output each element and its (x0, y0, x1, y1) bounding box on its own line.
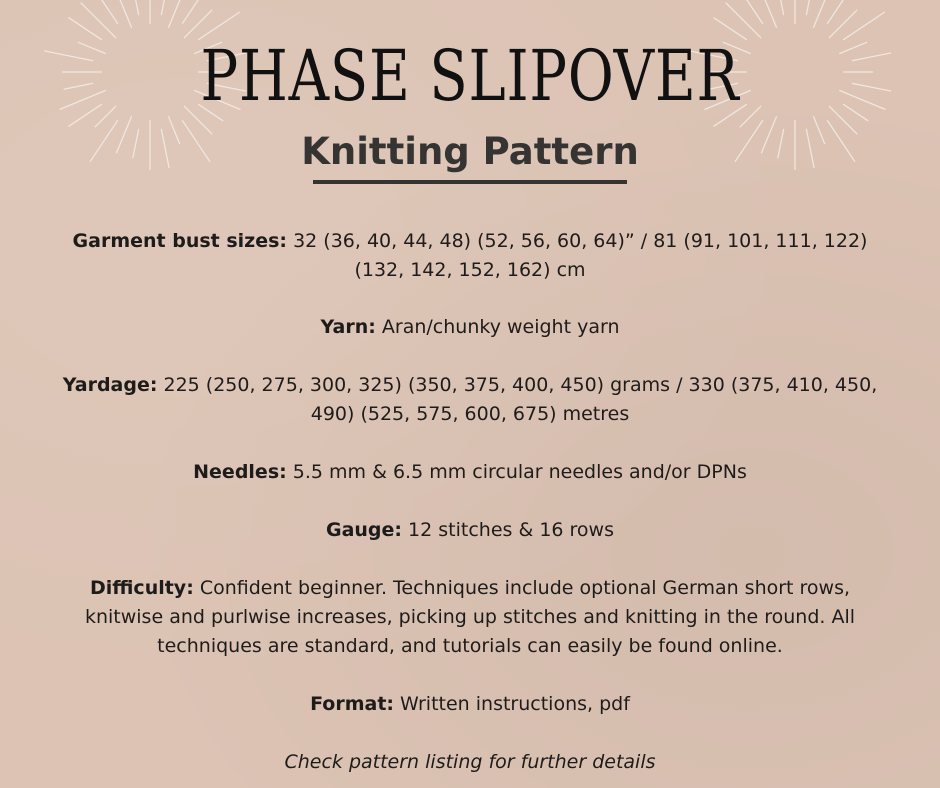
spec-value: techniques are standard, and tutorials can easily be found online. (157, 635, 783, 657)
spec-value: Aran/chunky weight yarn (375, 316, 620, 338)
sunburst-ray (843, 12, 885, 40)
sunburst-ray (843, 104, 868, 121)
spec-label: Garment bust sizes: (72, 230, 288, 252)
spec-bust-sizes (50, 227, 890, 285)
sunburst-ray (64, 83, 93, 89)
sunburst-ray (129, 0, 139, 15)
sunburst-ray (852, 83, 891, 91)
page-title: PHASE SLIPOVER (200, 35, 740, 117)
spec-yardage (50, 371, 890, 429)
spec-difficulty (50, 574, 890, 661)
sunburst-ray (852, 53, 891, 61)
spec-value: (132, 142, 152, 162) cm (354, 259, 586, 281)
sunburst-ray (774, 0, 784, 15)
spec-value: knitwise and purlwise increases, picking up stitches and knitting in the round. All (84, 606, 856, 628)
spec-label: Yardage: (62, 374, 158, 396)
spec-yarn (50, 313, 890, 342)
spec-value: Written instructions, pdf (394, 693, 630, 715)
sunburst-ray (827, 0, 844, 24)
sunburst-ray (806, 0, 814, 15)
spec-value: 5.5 mm & 6.5 mm circular needles and/or DPNs (286, 461, 747, 483)
spec-label: Format: (310, 693, 395, 715)
spec-label: Yarn: (320, 316, 376, 338)
sunburst-ray (161, 0, 169, 15)
spec-value: 225 (250, 275, 300, 325) (350, 375, 400, 450) grams / 330 (375, 410, 450, (157, 374, 878, 396)
page-subtitle: Knitting Pattern (301, 130, 639, 173)
spec-label: Needles: (193, 461, 287, 483)
spec-needles (50, 458, 890, 487)
spec-value: 490) (525, 575, 600, 675) metres (310, 403, 630, 425)
spec-value: 32 (36, 40, 44, 48) (52, 56, 60, 64)” / 81 (91, 101, 111, 122) (287, 230, 868, 252)
spec-label: Difficulty: (89, 577, 194, 599)
spec-label: Gauge: (325, 519, 403, 541)
sunburst-ray (813, 0, 832, 28)
footer-note: Check pattern listing for further details (284, 751, 656, 773)
spec-value: 12 stitches & 16 rows (402, 519, 614, 541)
title-underline (313, 180, 627, 184)
sunburst-ray (182, 0, 199, 24)
spec-gauge (50, 516, 890, 545)
spec-value: Confident beginner. Techniques include optional German short rows, (193, 577, 851, 599)
sunburst-ray (168, 0, 187, 28)
sunburst-ray (101, 0, 118, 24)
spec-format (50, 690, 890, 719)
sunburst-ray (761, 0, 776, 28)
sunburst-ray (44, 51, 93, 61)
sunburst-ray (746, 0, 763, 24)
sunburst-ray (116, 0, 131, 28)
